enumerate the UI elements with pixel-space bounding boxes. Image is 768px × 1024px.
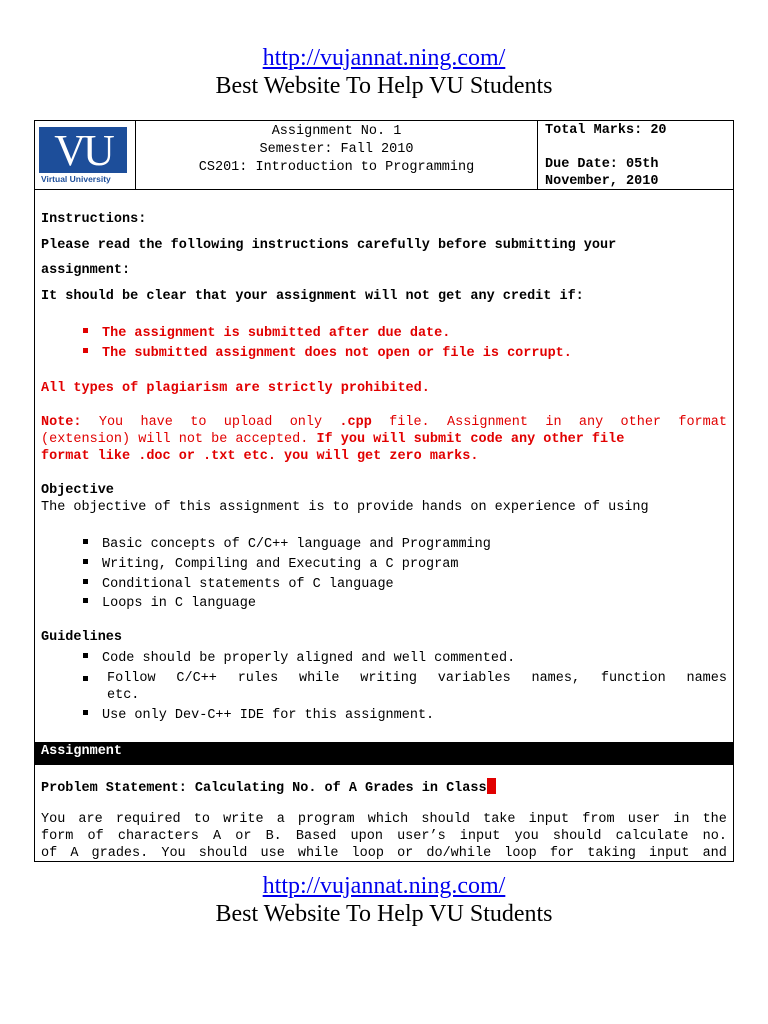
semester: Semester: Fall 2010 (259, 142, 414, 157)
title-cell (136, 121, 538, 189)
objective-item: Loops in C language (83, 595, 256, 612)
bullet-icon (83, 598, 88, 603)
bullet-icon (83, 653, 88, 658)
due-date-line1: Due Date: 05th (545, 157, 659, 172)
plagiarism-warning: All types of plagiarism are strictly prohibited. (41, 381, 430, 396)
guidelines-heading: Guidelines (41, 630, 123, 645)
objective-text: The objective of this assignment is to provide hands on experience of using (41, 500, 649, 515)
assignment-document (34, 120, 734, 862)
objective-item: Basic concepts of C/C++ language and Programming (83, 536, 491, 553)
banner-tagline-bottom: Best Website To Help VU Students (215, 901, 553, 927)
vujannat-link-bottom[interactable]: http://vujannat.ning.com/ (262, 873, 506, 899)
objective-item: Writing, Compiling and Executing a C program (83, 556, 458, 573)
vu-logo: VU (39, 127, 127, 173)
vujannat-link[interactable]: http://vujannat.ning.com/ (262, 45, 506, 71)
course-title: CS201: Introduction to Programming (198, 160, 475, 175)
total-marks: Total Marks: 20 (545, 123, 667, 138)
assignment-bar-label: Assignment (41, 744, 123, 759)
text-cursor-icon (487, 778, 496, 794)
problem-para-line1: You are required to write a program which should take input from user in the (41, 812, 727, 827)
instructions-line3: It should be clear that your assignment will not get any credit if: (41, 289, 584, 304)
banner-tagline: Best Website To Help VU Students (215, 73, 553, 99)
guideline-item: Follow C/C++ rules while writing variables names, function names (83, 670, 727, 687)
problem-statement: Problem Statement: Calculating No. of A Grades in Class (41, 778, 496, 797)
credit-bullet-1: The assignment is submitted after due date. (83, 325, 450, 342)
problem-para-line2: form of characters A or B. Based upon user’s input you should calculate no. (41, 829, 727, 844)
guideline-item: Use only Dev-C++ IDE for this assignment. (83, 707, 434, 724)
bullet-icon (83, 559, 88, 564)
bullet-icon (83, 676, 88, 681)
note-label: Note: (41, 415, 82, 430)
bullet-icon (83, 539, 88, 544)
marks-cell (539, 121, 733, 189)
due-date-line2: November, 2010 (545, 174, 659, 189)
bullet-icon (83, 328, 88, 333)
logo-cell (35, 121, 136, 189)
assignment-number: Assignment No. 1 (271, 124, 402, 139)
problem-para-line3: of A grades. You should use while loop or do/while loop for taking input and (41, 846, 727, 861)
logo-subtitle: Virtual University (41, 174, 111, 184)
section-divider (35, 764, 733, 765)
assignment-section-bar (35, 742, 733, 764)
bullet-icon (83, 579, 88, 584)
guideline-item-cont: etc. (107, 688, 140, 703)
top-banner (0, 44, 768, 100)
instructions-heading: Instructions: (41, 212, 147, 227)
bottom-banner (0, 872, 768, 928)
credit-bullet-2: The submitted assignment does not open or file is corrupt. (83, 345, 572, 362)
objective-item: Conditional statements of C language (83, 576, 394, 593)
instructions-line1: Please read the following instructions carefully before submitting your (41, 238, 617, 253)
note-line2: (extension) will not be accepted. If you will submit code any other file (41, 432, 625, 447)
guideline-item: Code should be properly aligned and well commented. (83, 650, 515, 667)
instructions-line2: assignment: (41, 263, 131, 278)
note-line1: Note: You have to upload only .cpp file. Assignment in any other format (41, 415, 727, 430)
note-line3: format like .doc or .txt etc. you will get zero marks. (41, 449, 479, 464)
bullet-icon (83, 348, 88, 353)
header-row (35, 121, 733, 190)
objective-heading: Objective (41, 483, 114, 498)
bullet-icon (83, 710, 88, 715)
